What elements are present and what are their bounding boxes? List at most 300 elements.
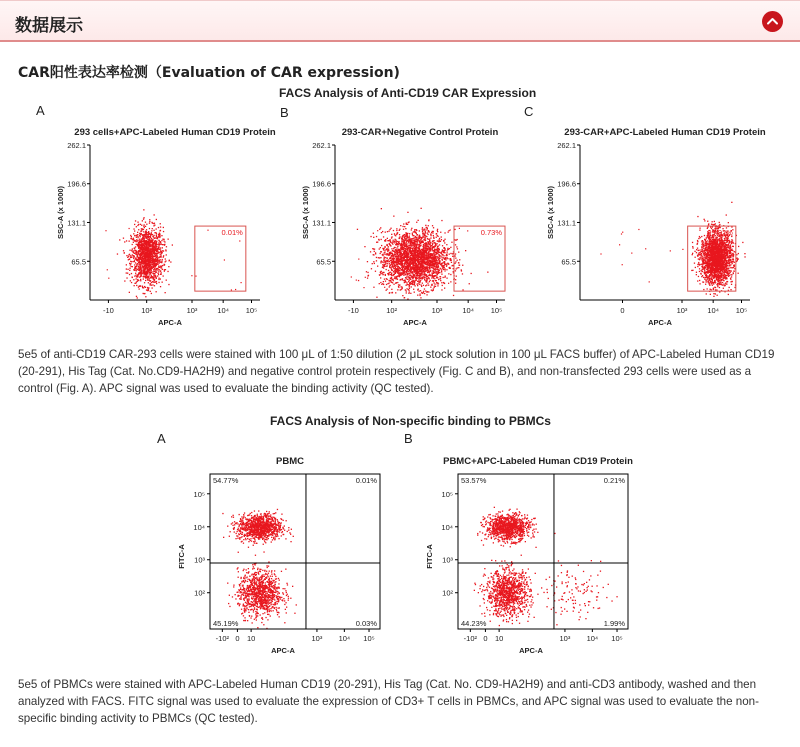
data-point: [129, 254, 130, 255]
data-point: [398, 286, 399, 287]
data-point: [367, 272, 368, 273]
data-point: [435, 244, 436, 245]
data-point: [402, 226, 403, 227]
data-point: [366, 271, 367, 272]
data-point: [389, 280, 390, 281]
data-point: [169, 260, 170, 261]
data-point: [446, 244, 447, 245]
data-point: [432, 241, 433, 242]
data-point: [129, 228, 130, 229]
data-point: [445, 259, 446, 260]
data-point: [162, 282, 163, 283]
data-point: [417, 285, 418, 286]
data-point: [413, 240, 414, 241]
data-point: [380, 227, 381, 228]
data-point: [424, 288, 425, 289]
data-point: [140, 224, 141, 225]
data-point: [436, 237, 437, 238]
data-point: [142, 256, 143, 257]
data-point: [382, 274, 383, 275]
data-point: [417, 269, 418, 270]
data-point: [419, 242, 420, 243]
data-point: [445, 269, 446, 270]
data-point: [151, 230, 152, 231]
data-point: [141, 272, 142, 273]
data-point: [151, 246, 152, 247]
data-point: [107, 269, 108, 270]
data-point: [137, 236, 138, 237]
data-point: [418, 279, 419, 280]
data-point: [133, 228, 134, 229]
data-point: [153, 245, 154, 246]
data-point: [399, 259, 400, 260]
data-point: [389, 258, 390, 259]
data-point: [411, 229, 412, 230]
data-point: [146, 273, 147, 274]
data-point: [155, 282, 156, 283]
data-point: [437, 269, 438, 270]
data-point: [162, 252, 163, 253]
data-point: [150, 246, 151, 247]
data-point: [377, 266, 378, 267]
data-point: [432, 244, 433, 245]
data-point: [458, 262, 459, 263]
data-point: [409, 245, 410, 246]
data-point: [373, 254, 374, 255]
data-point: [401, 251, 402, 252]
data-point: [163, 257, 164, 258]
data-point: [443, 282, 444, 283]
data-point: [377, 242, 378, 243]
data-point: [697, 280, 698, 281]
data-point: [154, 268, 155, 269]
data-point: [195, 276, 196, 277]
data-point: [714, 221, 715, 222]
scatter-points: [600, 202, 745, 297]
data-point: [134, 230, 135, 231]
data-point: [433, 282, 434, 283]
data-point: [155, 261, 156, 262]
data-point: [435, 275, 436, 276]
data-point: [143, 240, 144, 241]
data-point: [150, 245, 151, 246]
data-point: [400, 225, 401, 226]
data-point: [396, 260, 397, 261]
data-point: [136, 296, 137, 297]
data-point: [140, 280, 141, 281]
data-point: [150, 241, 151, 242]
data-point: [462, 289, 463, 290]
data-point: [417, 270, 418, 271]
data-point: [149, 273, 150, 274]
data-point: [397, 241, 398, 242]
data-point: [414, 245, 415, 246]
data-point: [155, 275, 156, 276]
data-point: [143, 245, 144, 246]
data-point: [396, 276, 397, 277]
data-point: [405, 236, 406, 237]
data-point: [123, 238, 124, 239]
data-point: [161, 235, 162, 236]
data-point: [703, 289, 704, 290]
data-point: [447, 248, 448, 249]
data-point: [409, 275, 410, 276]
data-point: [405, 232, 406, 233]
data-point: [433, 278, 434, 279]
data-point: [407, 273, 408, 274]
data-point: [388, 246, 389, 247]
data-point: [422, 230, 423, 231]
data-point: [434, 249, 435, 250]
data-point: [425, 274, 426, 275]
scatter-points: [351, 208, 489, 300]
data-point: [363, 287, 364, 288]
data-point: [152, 242, 153, 243]
data-point: [420, 239, 421, 240]
data-point: [134, 283, 135, 284]
data-point: [394, 233, 395, 234]
data-point: [456, 246, 457, 247]
data-point: [143, 266, 144, 267]
y-axis-label: SSC-A (x 1000): [301, 185, 310, 240]
data-point: [417, 237, 418, 238]
data-point: [164, 271, 165, 272]
data-point: [459, 228, 460, 229]
data-point: [130, 235, 131, 236]
data-point: [441, 271, 442, 272]
data-point: [424, 262, 425, 263]
data-point: [154, 280, 155, 281]
data-point: [158, 278, 159, 279]
data-point: [404, 260, 405, 261]
x-tick-label: 10⁵: [490, 306, 503, 315]
data-point: [401, 258, 402, 259]
data-point: [467, 230, 468, 231]
data-point: [426, 275, 427, 276]
data-point: [137, 240, 138, 241]
data-point: [143, 219, 144, 220]
data-point: [396, 282, 397, 283]
data-point: [447, 252, 448, 253]
data-point: [131, 257, 132, 258]
data-point: [149, 272, 150, 273]
data-point: [423, 252, 424, 253]
data-point: [153, 266, 154, 267]
data-point: [130, 280, 131, 281]
data-point: [159, 246, 160, 247]
data-point: [419, 250, 420, 251]
data-point: [143, 270, 144, 271]
data-point: [403, 229, 404, 230]
data-point: [376, 260, 377, 261]
data-point: [135, 273, 136, 274]
data-point: [133, 258, 134, 259]
data-point: [158, 273, 159, 274]
data-point: [136, 226, 137, 227]
data-point: [411, 255, 412, 256]
data-point: [432, 232, 433, 233]
data-point: [151, 282, 152, 283]
data-point: [396, 253, 397, 254]
data-point: [147, 287, 148, 288]
data-point: [430, 271, 431, 272]
data-point: [130, 255, 131, 256]
data-point: [418, 262, 419, 263]
data-point: [427, 228, 428, 229]
data-point: [438, 251, 439, 252]
data-point: [421, 265, 422, 266]
data-point: [433, 227, 434, 228]
data-point: [134, 235, 135, 236]
data-point: [137, 275, 138, 276]
data-point: [458, 267, 459, 268]
data-point: [146, 229, 147, 230]
data-point: [163, 255, 164, 256]
data-point: [440, 252, 441, 253]
data-point: [137, 259, 138, 260]
data-point: [160, 242, 161, 243]
data-point: [142, 287, 143, 288]
data-point: [404, 244, 405, 245]
data-point: [140, 279, 141, 280]
x-axis-label: APC-A: [158, 318, 182, 327]
data-point: [452, 256, 453, 257]
data-point: [155, 259, 156, 260]
data-point: [380, 247, 381, 248]
data-point: [156, 249, 157, 250]
data-point: [413, 243, 414, 244]
data-point: [144, 254, 145, 255]
data-point: [145, 243, 146, 244]
data-point: [397, 279, 398, 280]
data-point: [443, 261, 444, 262]
x-tick-label: 10²: [141, 306, 153, 315]
data-point: [455, 283, 456, 284]
data-point: [437, 235, 438, 236]
data-point: [423, 233, 424, 234]
data-point: [444, 248, 445, 249]
data-point: [414, 242, 415, 243]
data-point: [131, 250, 132, 251]
data-point: [157, 238, 158, 239]
data-point: [421, 262, 422, 263]
data-point: [425, 237, 426, 238]
data-point: [423, 234, 424, 235]
data-point: [130, 264, 131, 265]
data-point: [422, 267, 423, 268]
data-point: [387, 240, 388, 241]
data-point: [388, 259, 389, 260]
data-point: [437, 229, 438, 230]
data-point: [148, 236, 149, 237]
data-point: [444, 288, 445, 289]
data-point: [146, 271, 147, 272]
data-point: [151, 270, 152, 271]
data-point: [406, 288, 407, 289]
data-point: [400, 274, 401, 275]
data-point: [389, 292, 390, 293]
data-point: [153, 277, 154, 278]
data-point: [438, 272, 439, 273]
data-point: [153, 260, 154, 261]
data-point: [145, 296, 146, 297]
data-point: [436, 253, 437, 254]
data-point: [144, 237, 145, 238]
data-point: [134, 264, 135, 265]
data-point: [143, 236, 144, 237]
data-point: [427, 238, 428, 239]
data-point: [405, 228, 406, 229]
data-point: [437, 247, 438, 248]
data-point: [401, 270, 402, 271]
y-tick-label: 131.1: [67, 218, 86, 228]
data-point: [156, 256, 157, 257]
data-point: [416, 266, 417, 267]
data-point: [406, 252, 407, 253]
data-point: [421, 241, 422, 242]
data-point: [143, 293, 144, 294]
data-point: [165, 260, 166, 261]
data-point: [397, 244, 398, 245]
data-point: [407, 263, 408, 264]
data-point: [441, 274, 442, 275]
data-point: [135, 266, 136, 267]
data-point: [422, 229, 423, 230]
data-point: [156, 277, 157, 278]
data-point: [430, 255, 431, 256]
data-point: [231, 289, 232, 290]
data-point: [431, 277, 432, 278]
data-point: [156, 219, 157, 220]
data-point: [139, 235, 140, 236]
data-point: [706, 281, 707, 282]
data-point: [151, 266, 152, 267]
data-point: [128, 256, 129, 257]
data-point: [154, 282, 155, 283]
data-point: [379, 275, 380, 276]
data-point: [168, 239, 169, 240]
data-point: [418, 289, 419, 290]
data-point: [394, 268, 395, 269]
data-point: [129, 292, 130, 293]
data-point: [432, 245, 433, 246]
data-point: [439, 249, 440, 250]
data-point: [450, 253, 451, 254]
data-point: [448, 230, 449, 231]
data-point: [134, 250, 135, 251]
data-point: [406, 257, 407, 258]
data-point: [443, 252, 444, 253]
collapse-button[interactable]: [762, 11, 783, 32]
data-point: [404, 252, 405, 253]
data-point: [428, 271, 429, 272]
data-point: [440, 268, 441, 269]
data-point: [420, 261, 421, 262]
data-point: [387, 289, 388, 290]
data-point: [136, 265, 137, 266]
data-point: [367, 278, 368, 279]
data-point: [429, 248, 430, 249]
data-point: [406, 271, 407, 272]
data-point: [428, 257, 429, 258]
data-point: [145, 222, 146, 223]
data-point: [431, 258, 432, 259]
data-point: [422, 259, 423, 260]
data-point: [145, 236, 146, 237]
data-point: [129, 258, 130, 259]
data-point: [429, 254, 430, 255]
data-point: [141, 246, 142, 247]
data-point: [153, 258, 154, 259]
data-point: [161, 260, 162, 261]
data-point: [126, 240, 127, 241]
data-point: [392, 244, 393, 245]
data-point: [411, 228, 412, 229]
y-tick-label: 131.1: [312, 218, 331, 228]
data-point: [380, 253, 381, 254]
data-point: [442, 249, 443, 250]
data-point: [380, 257, 381, 258]
data-point: [150, 267, 151, 268]
data-point: [402, 295, 403, 296]
figure1-panel-b-scatter: [300, 120, 520, 332]
data-point: [148, 267, 149, 268]
data-point: [393, 230, 394, 231]
y-tick-label: 262.1: [312, 141, 331, 150]
data-point: [703, 277, 704, 278]
data-point: [142, 286, 143, 287]
data-point: [382, 267, 383, 268]
data-point: [407, 257, 408, 258]
data-point: [142, 261, 143, 262]
data-point: [392, 275, 393, 276]
data-point: [403, 245, 404, 246]
data-point: [423, 276, 424, 277]
data-point: [416, 263, 417, 264]
data-point: [396, 249, 397, 250]
data-point: [449, 248, 450, 249]
data-point: [372, 263, 373, 264]
data-point: [372, 248, 373, 249]
data-point: [699, 283, 700, 284]
data-point: [399, 272, 400, 273]
data-point: [129, 241, 130, 242]
data-point: [409, 237, 410, 238]
data-point: [420, 281, 421, 282]
data-point: [143, 276, 144, 277]
data-point: [448, 283, 449, 284]
data-point: [427, 266, 428, 267]
data-point: [436, 243, 437, 244]
data-point: [418, 257, 419, 258]
data-point: [172, 244, 173, 245]
figure1-panel-c-letter: C: [524, 104, 534, 119]
data-point: [437, 246, 438, 247]
data-point: [426, 229, 427, 230]
data-point: [433, 252, 434, 253]
data-point: [429, 265, 430, 266]
data-point: [392, 253, 393, 254]
data-point: [439, 244, 440, 245]
data-point: [154, 214, 155, 215]
data-point: [433, 242, 434, 243]
data-point: [146, 253, 147, 254]
data-point: [162, 250, 163, 251]
data-point: [358, 280, 359, 281]
data-point: [419, 244, 420, 245]
data-point: [416, 233, 417, 234]
data-point: [443, 255, 444, 256]
